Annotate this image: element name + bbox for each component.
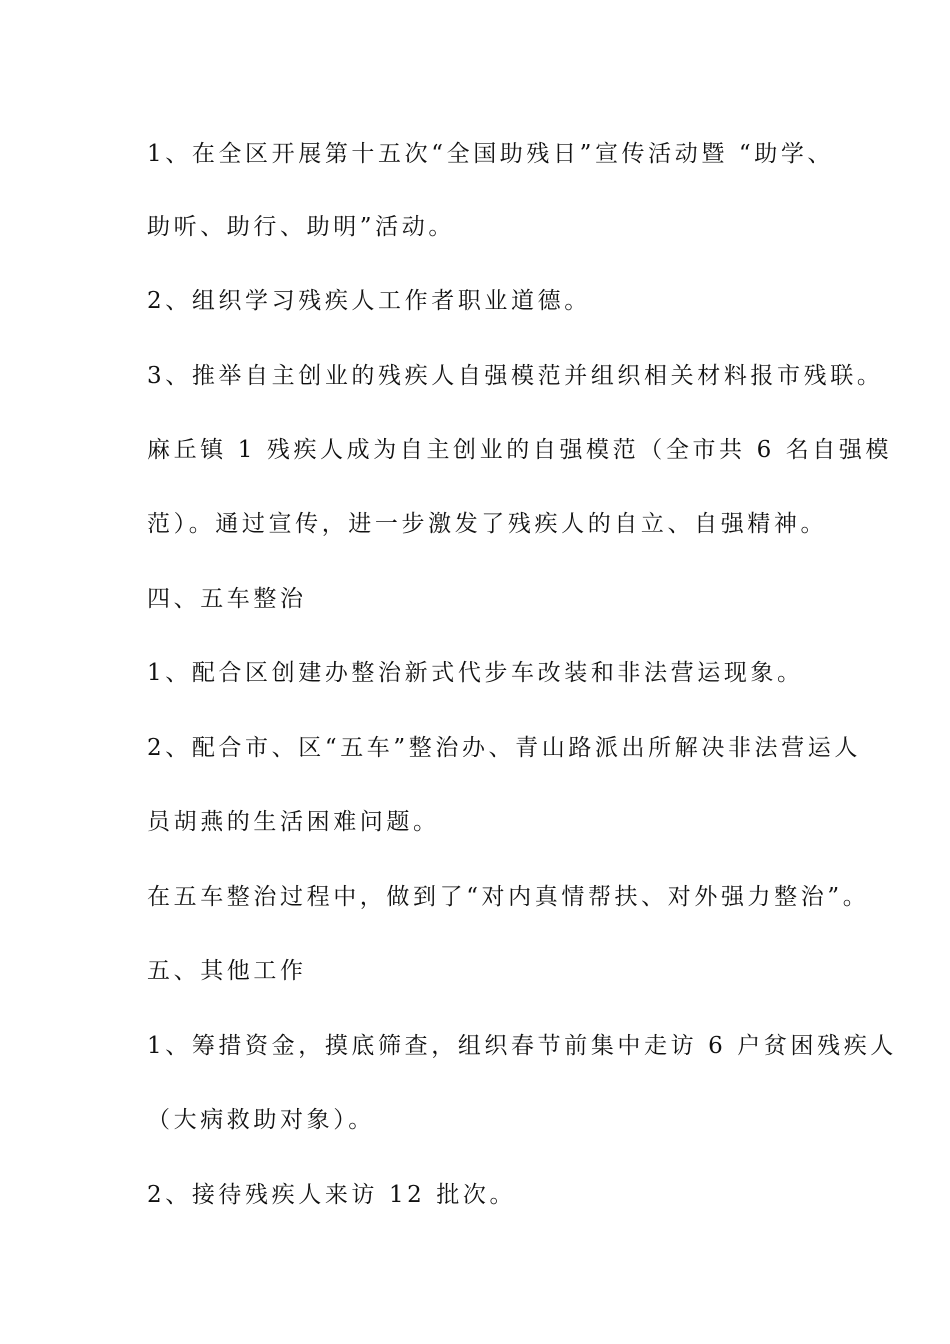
section-heading: 五、其他工作 [147, 958, 307, 984]
text-line: 助听、助行、助明”活动。 [147, 214, 455, 240]
text-line: 员胡燕的生活困难问题。 [147, 809, 440, 835]
text-line: 1、配合区创建办整治新式代步车改装和非法营运现象。 [147, 660, 804, 686]
text-line: （大病救助对象）。 [147, 1107, 375, 1133]
text-line: 1、在全区开展第十五次“全国助残日”宣传活动暨 “助学、 [147, 141, 835, 167]
text-line: 1、筹措资金，摸底筛查，组织春节前集中走访 6 户贫困残疾人 [147, 1033, 897, 1059]
text-line: 2、组织学习残疾人工作者职业道德。 [147, 288, 591, 314]
text-line: 范）。通过宣传，进一步激发了残疾人的自立、自强精神。 [147, 511, 828, 537]
text-line: 在五车整治过程中，做到了“对内真情帮扶、对外强力整治”。 [147, 884, 870, 910]
text-line: 2、接待残疾人来访 12 批次。 [147, 1182, 517, 1208]
text-line: 2、配合市、区“五车”整治办、青山路派出所解决非法营运人 [147, 735, 861, 761]
text-line: 3、推举自主创业的残疾人自强模范并组织相关材料报市残联。 [147, 363, 884, 389]
text-line: 麻丘镇 1 残疾人成为自主创业的自强模范（全市共 6 名自强模 [147, 437, 893, 463]
section-heading: 四、五车整治 [147, 586, 307, 612]
